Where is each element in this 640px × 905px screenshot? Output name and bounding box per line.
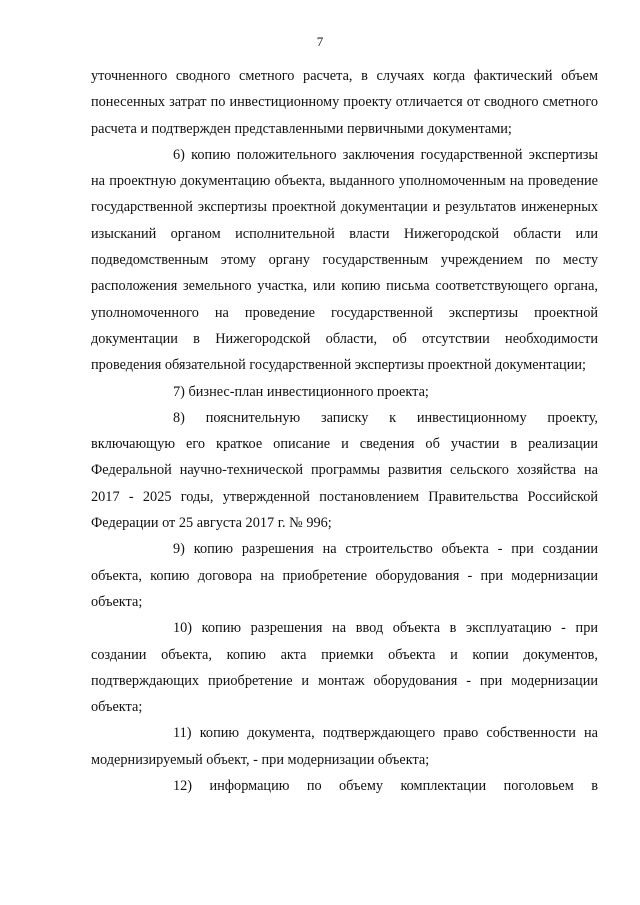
list-item-8 bbox=[91, 405, 598, 536]
list-item-10 bbox=[91, 615, 598, 720]
list-item-text: пояснительную записку к инвестиционному проекту, включающую его краткое описание и сведения об участии в реализации Федеральной научно-технической программы развития сельского хозяйства на 2017 - 2025 годы, утвержденной постановлением Правительства Российской Федерации от 25 августа 2017 г. № 996; bbox=[91, 409, 598, 532]
list-item-7 bbox=[91, 379, 598, 405]
list-item-text: копию разрешения на ввод объекта в эксплуатацию - при создании объекта, копию акта приемки объекта и копии документов, подтверждающих приобретение и монтаж оборудования - при модернизации объекта; bbox=[91, 620, 598, 716]
list-item-11 bbox=[91, 720, 598, 773]
page-number: 7 bbox=[316, 34, 324, 49]
list-item-text: копию положительного заключения государственной экспертизы на проектную документацию объекта, выданного уполномоченным на проведение государственной экспертизы проектной документации и результатов инженерных изысканий органом исполнительной власти Нижегородской области или подведомственным этому органу государственным учреждением по месту расположения земельного участка, или копию письма соответствующего органа, уполномоченного на проведение государственной экспертизы проектной документации в Нижегородской области, об отсутствии необходимости проведения обязательной государственной экспертизы проектной документации; bbox=[91, 146, 598, 374]
list-item-number: 7) bbox=[173, 383, 185, 400]
list-item-text: бизнес-план инвестиционного проекта; bbox=[188, 383, 429, 400]
document-body bbox=[91, 63, 598, 799]
list-item-number: 12) bbox=[173, 778, 193, 795]
continuation-paragraph: уточненного сводного сметного расчета, в случаях когда фактический объем понесенных затрат по инвестиционному проекту отличается от сводного сметного расчета и подтвержден представленными первичными документами; bbox=[91, 68, 598, 137]
list-item-number: 6) bbox=[173, 146, 185, 163]
list-item-number: 11) bbox=[173, 725, 192, 742]
list-item-text: копию документа, подтверждающего право собственности на модернизируемый объект, - при модернизации объекта; bbox=[91, 725, 598, 768]
list-item-9 bbox=[91, 536, 598, 615]
list-item-6 bbox=[91, 142, 598, 379]
list-item-number: 10) bbox=[173, 620, 193, 637]
list-item-number: 9) bbox=[173, 541, 185, 558]
list-item-text: копию разрешения на строительство объекта - при создании объекта, копию договора на приобретение оборудования - при модернизации объекта; bbox=[91, 541, 598, 610]
list-item-text: информацию по объему комплектации поголовьем в bbox=[209, 778, 598, 795]
list-item-number: 8) bbox=[173, 409, 185, 426]
list-item-12 bbox=[91, 773, 598, 799]
